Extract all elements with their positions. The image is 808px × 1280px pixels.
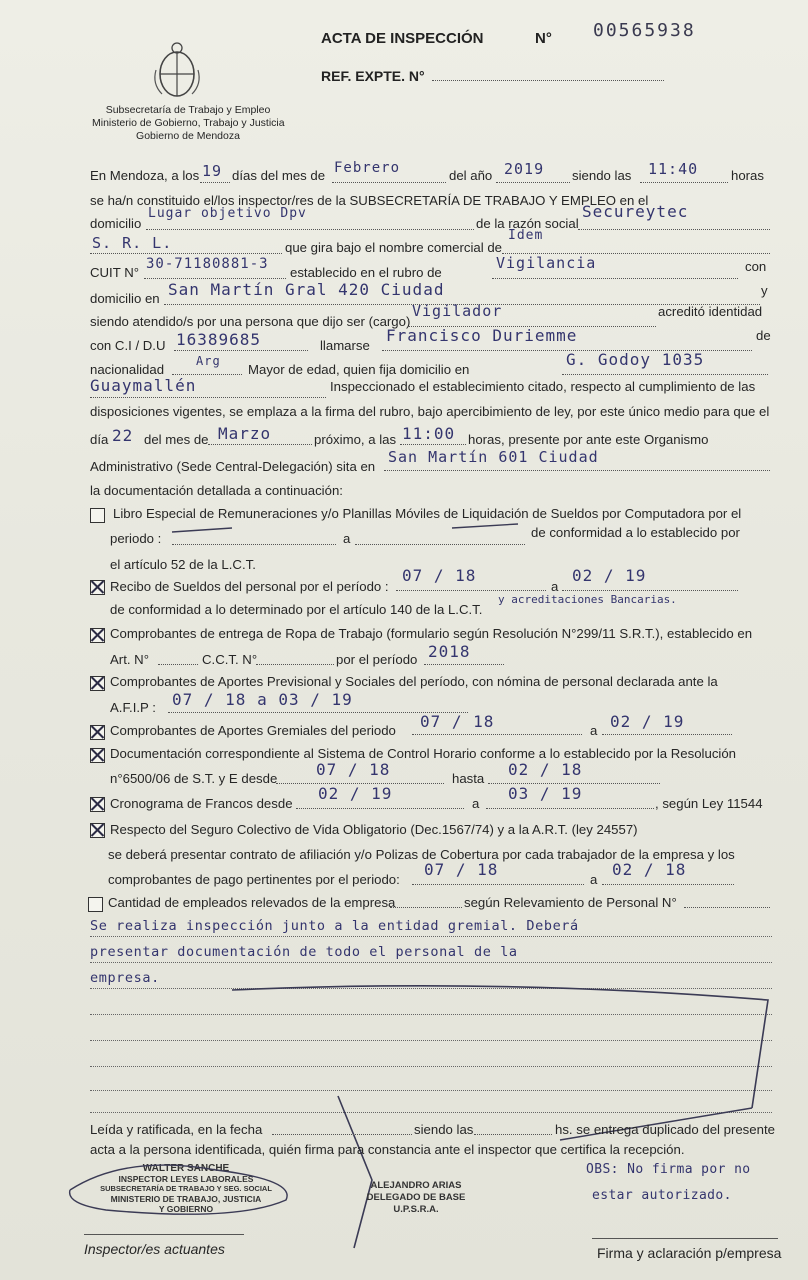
static-text: a bbox=[472, 796, 480, 811]
static-text: de la razón social bbox=[476, 216, 579, 231]
static-text: con bbox=[745, 259, 767, 274]
static-text: En Mendoza, a los bbox=[90, 168, 200, 183]
checkbox-cronograma-francos[interactable] bbox=[90, 797, 105, 812]
ref-expte-field[interactable] bbox=[432, 80, 664, 81]
static-text: Comprobantes de Aportes Previsional y Sociales del período, con nómina de personal declarada ante la bbox=[110, 674, 718, 689]
hw-i4-to-m: 03 bbox=[278, 690, 300, 709]
static-text: periodo : bbox=[110, 531, 162, 546]
checkbox-recibo-sueldos[interactable] bbox=[90, 580, 105, 595]
stamp-line: MINISTERIO DE TRABAJO, JUSTICIA bbox=[110, 1194, 262, 1204]
static-text: , según Ley 11544 bbox=[655, 796, 763, 811]
hw-razon-social: Secureytec bbox=[582, 202, 689, 221]
hw-i7-to-m: 03 bbox=[508, 784, 530, 803]
static-text: Art. N° bbox=[110, 652, 149, 667]
checkbox-aportes-previsionales[interactable] bbox=[90, 676, 105, 691]
static-text: a bbox=[590, 872, 598, 887]
static-text: CUIT N° bbox=[90, 265, 139, 280]
field-line[interactable] bbox=[272, 1134, 412, 1135]
static-text: llamarse bbox=[320, 338, 370, 353]
hw-nombre-comercial: Idem bbox=[508, 228, 544, 243]
hw-i7-from-m: 02 bbox=[318, 784, 340, 803]
field-line[interactable] bbox=[296, 808, 464, 809]
checkbox-seguro-vida[interactable] bbox=[90, 823, 105, 838]
field-line[interactable] bbox=[562, 374, 768, 375]
coat-of-arms-icon bbox=[150, 40, 204, 102]
static-text: Cantidad de empleados relevados de la empresa bbox=[108, 895, 396, 910]
static-text: según Relevamiento de Personal N° bbox=[464, 895, 677, 910]
field-line[interactable] bbox=[424, 664, 504, 665]
static-text: disposiciones vigentes, se emplaza a la firma del rubro, bajo apercibimiento de ley, por este único medio para que el bbox=[90, 404, 770, 419]
hw-ci: 16389685 bbox=[176, 330, 262, 349]
static-text: a bbox=[551, 579, 559, 594]
static-text: a bbox=[590, 723, 598, 738]
stamp-line: SUBSECRETARÍA DE TRABAJO Y SEG. SOCIAL bbox=[100, 1184, 272, 1193]
observation-line[interactable] bbox=[90, 936, 772, 937]
hw-i6-to-m: 02 bbox=[508, 760, 530, 779]
static-text: Comprobantes de Aportes Gremiales del periodo bbox=[110, 723, 396, 738]
inspector-stamp bbox=[76, 1164, 296, 1214]
static-text: del mes de bbox=[144, 432, 209, 447]
static-text: la documentación detallada a continuación: bbox=[90, 483, 343, 498]
field-line[interactable] bbox=[90, 253, 282, 254]
field-line[interactable] bbox=[474, 1134, 552, 1135]
observation-line[interactable] bbox=[90, 1066, 772, 1067]
hw-sede: San Martín 601 Ciudad bbox=[388, 448, 599, 466]
static-text: domicilio en bbox=[90, 291, 160, 306]
hw-i2-to-m: 02 bbox=[572, 566, 594, 585]
hw-i7-from-y: 19 bbox=[371, 784, 393, 803]
hw-i6-from-y: 18 bbox=[369, 760, 391, 779]
stamp-line: U.P.S.R.A. bbox=[393, 1204, 439, 1215]
stamp-line: DELEGADO DE BASE bbox=[366, 1192, 466, 1203]
hw-dia: 19 bbox=[202, 162, 223, 180]
static-text: Comprobantes de entrega de Ropa de Trabajo (formulario según Resolución N°299/11 S.R.T.), establecido en bbox=[110, 626, 753, 641]
field-line[interactable] bbox=[200, 182, 230, 183]
static-text: Libro Especial de Remuneraciones y/o Planillas Móviles de Liquidación de Sueldos por Computadora por el bbox=[113, 506, 742, 521]
static-text: con C.I / D.U bbox=[90, 338, 166, 353]
hw-cargo: Vigilador bbox=[412, 302, 503, 320]
field-line[interactable] bbox=[158, 664, 198, 665]
static-text: el artículo 52 de la L.C.T. bbox=[110, 557, 256, 572]
delegate-stamp bbox=[360, 1180, 472, 1216]
static-text: Recibo de Sueldos del personal por el período : bbox=[110, 579, 389, 594]
static-text: horas, presente por ante este Organismo bbox=[468, 432, 709, 447]
hw-i5-from-m: 07 bbox=[420, 712, 442, 731]
hw-i4-from-m: 07 bbox=[172, 690, 194, 709]
field-line[interactable] bbox=[684, 907, 770, 908]
hw-rubro: Vigilancia bbox=[496, 254, 597, 272]
hw-hora: 11:40 bbox=[648, 160, 699, 178]
static-text: comprobantes de pago pertinentes por el periodo: bbox=[108, 872, 400, 887]
static-text: A.F.I.P : bbox=[110, 700, 156, 715]
checkbox-ropa-trabajo[interactable] bbox=[90, 628, 105, 643]
field-line[interactable] bbox=[256, 664, 334, 665]
static-text: domicilio bbox=[90, 216, 142, 231]
field-line[interactable] bbox=[562, 590, 738, 591]
hw-i2-extra: y acreditaciones Bancarias. bbox=[498, 593, 677, 606]
static-text: horas bbox=[731, 168, 764, 183]
field-line[interactable] bbox=[172, 544, 336, 545]
stamp-line: INSPECTOR LEYES LABORALES bbox=[118, 1174, 254, 1184]
static-text: se deberá presentar contrato de afiliación y/o Polizas de Cobertura por cada trabajador de la empresa y los bbox=[108, 847, 735, 862]
hw-i2-to-y: 19 bbox=[625, 566, 647, 585]
static-text: de conformidad a lo determinado por el artículo 140 de la L.C.T. bbox=[110, 602, 483, 617]
inspector-signature-label: Inspector/es actuantes bbox=[84, 1241, 225, 1257]
static-text: Administrativo (Sede Central-Delegación) sita en bbox=[90, 459, 376, 474]
field-line[interactable] bbox=[355, 544, 525, 545]
static-text: hasta bbox=[452, 771, 485, 786]
checkbox-cantidad-empleados[interactable] bbox=[88, 897, 103, 912]
hw-razon-social-2: S. R. L. bbox=[92, 234, 173, 252]
field-line[interactable] bbox=[496, 182, 570, 183]
field-line[interactable] bbox=[400, 444, 466, 445]
hw-anio: 2019 bbox=[504, 160, 545, 178]
field-line[interactable] bbox=[640, 182, 728, 183]
field-line[interactable] bbox=[144, 278, 286, 279]
hw-cuit: 30-71180881-3 bbox=[146, 256, 269, 272]
field-line[interactable] bbox=[174, 350, 308, 351]
stamp-line: Y GOBIERNO bbox=[158, 1204, 214, 1214]
agency-line: Subsecretaría de Trabajo y Empleo bbox=[105, 104, 271, 116]
field-line[interactable] bbox=[384, 470, 770, 471]
static-text: n°6500/06 de S.T. y E desde bbox=[110, 771, 278, 786]
field-line[interactable] bbox=[146, 229, 474, 230]
field-line[interactable] bbox=[90, 397, 326, 398]
hw-i4-to-y: 19 bbox=[331, 690, 353, 709]
ref-expte-label: REF. EXPTE. N° bbox=[321, 68, 425, 84]
hw-i5-to-m: 02 bbox=[610, 712, 632, 731]
hw-observation-2: presentar documentación de todo el personal de la bbox=[90, 944, 518, 960]
hw-domicilio-en: San Martín Gral 420 Ciudad bbox=[168, 280, 445, 299]
hw-mes: Febrero bbox=[334, 160, 401, 176]
hw-observation-1: Se realiza inspección junto a la entidad gremial. Deberá bbox=[90, 918, 579, 934]
field-line[interactable] bbox=[578, 229, 770, 230]
checkbox-control-horario[interactable] bbox=[90, 748, 105, 763]
static-text: C.C.T. N° bbox=[202, 652, 258, 667]
static-text: acta a la persona identificada, quién firma para constancia ante el inspector que certifica la recepción. bbox=[90, 1142, 685, 1157]
field-line[interactable] bbox=[412, 884, 584, 885]
static-text: se ha/n constituido el/los inspector/res de la SUBSECRETARÍA DE TRABAJO Y EMPLEO en el bbox=[90, 193, 649, 208]
stamp-line: ALEJANDRO ARIAS bbox=[370, 1180, 462, 1191]
observation-line[interactable] bbox=[90, 1112, 772, 1113]
hw-company-note-2: estar autorizado. bbox=[592, 1188, 732, 1203]
static-text: hs. se entrega duplicado del presente bbox=[555, 1122, 775, 1137]
hw-mes-citacion: Marzo bbox=[218, 424, 272, 443]
hw-llamarse: Francisco Duriemme bbox=[386, 326, 578, 345]
static-text: establecido en el rubro de bbox=[290, 265, 442, 280]
static-text: de bbox=[756, 328, 771, 343]
static-text: que gira bajo el nombre comercial de bbox=[285, 240, 502, 255]
form-title: ACTA DE INSPECCIÓN bbox=[321, 30, 484, 47]
observation-line[interactable] bbox=[90, 1090, 772, 1091]
inspection-form-page: Subsecretaría de Trabajo y Empleo Ministerio de Gobierno, Trabajo y Justicia Gobierno de Mendoza ACTA DE INSPECCIÓN N° 00565938 REF. EXPTE. N° En Mendoza, a los 19 días del mes de Febrero del año 2019 siendo las 11:40 horas se ha/n constituido el/los inspector/res de la SUBSECRETARÍA DE TRABAJO Y EMPLEO en el domicilio Lugar objetivo Dpv de la razón social Secureytec S. R. L. que gira bajo el nombre comercial de Idem CUIT N° 30-71180881-3 establecido en el rubro de Vigilancia con domicilio en San Martín Gral 420 Ciudad y siendo atendido/s por una persona que dijo ser (cargo) Vigilador acreditó identidad con C.I / D.U 16389685 llamarse Francisco Duriemme de nacionalidad Arg Mayor de edad, quien fija domicilio en G. Godoy 1035 Guaymallén Inspeccionado el establecimiento citado, respecto al cumplimiento de las disposiciones vigentes, se emplaza a la firma del rubro, bajo apercibimiento de ley, por este único medio para que el día 22 del mes de Marzo próximo, a las 11:00 horas, presente por ante este Organismo Administrativo (Sede Central-Delegación) sita en San Martín 601 Ciudad la documentación detallada a continuación: Libro Especial de Remuneraciones y/o Planillas Móviles de Liquidación de Sueldos por Computadora por el periodo : a de conformidad a lo establecido por el artículo 52 de la L.C.T. Recibo de Sueldos del personal por el período : 07 / 18 a 02 / 19 de conformidad a lo determinado por el artículo 140 de la L.C.T. y acreditaciones Bancarias. Comprobantes de entrega de Ropa de Trabajo (formulario según Resolución N°299/11 S.R.T.), establecido en Art. N° C.C.T. N° por el período 2018 Comprobantes de Aportes Previsional y Sociales del período, con nómina de personal declarada ante la A.F.I.P : 07 / 18 a 03 / 19 Comprobantes de Aportes Gremiales del periodo 07 / 18 a 02 / 19 Documentación correspondiente al Sistema de Control Horario conforme a lo establecido por la Resolución n°6500/06 de S.T. y E desde 07 / 18 hasta 02 / 18 Cronograma de Francos desde 02 / 19 a 03 / 19 , según Ley 11544 Respecto del Seguro Colectivo de Vida Obligatorio (Dec.1567/74) y a la A.R.T. (ley 24557) se deberá presentar contrato de afiliación y/o Polizas de Cobertura por cada trabajador de la empresa y los comprobantes de pago pertinentes por el periodo: 07 / 18 a 02 / 18 Cantidad de empleados relevados de la empresa según Relevamiento de Personal N° Se realiza inspección junto a la entidad gremial. Deberá presentar documentación de todo el personal de la empresa. Leída y ratificada, en la fecha siendo las hs. se entrega duplicado del presente acta a la persona identificada, quién firma para constancia ante el inspector que certifica la recepción. WALTER SANCHE INSPECTOR LEYES LABORALES SUBSECRETARÍA DE TRABAJO Y SEG. SOCIAL MINISTERIO DE TRABAJO, JUSTICIA Y GOBIERNO ALEJANDRO ARIAS DELEGADO DE BASE U.P.S.R.A. OBS: No firma por no estar autorizado. Inspector/es actuantes Firma y aclaración p/empresa bbox=[0, 0, 808, 1280]
number-label: N° bbox=[535, 30, 552, 47]
static-text: siendo las bbox=[572, 168, 632, 183]
hw-hora-citacion: 11:00 bbox=[402, 424, 456, 443]
field-line[interactable] bbox=[332, 182, 446, 183]
observation-line[interactable] bbox=[90, 962, 772, 963]
static-text: acreditó identidad bbox=[658, 304, 763, 319]
checkbox-aportes-gremiales[interactable] bbox=[90, 725, 105, 740]
stamp-line: WALTER SANCHE bbox=[142, 1163, 230, 1174]
static-text: por el período bbox=[336, 652, 418, 667]
company-signature-line[interactable] bbox=[592, 1238, 778, 1239]
agency-line: Gobierno de Mendoza bbox=[136, 130, 240, 142]
hw-i7-to-y: 19 bbox=[561, 784, 583, 803]
field-line[interactable] bbox=[492, 278, 738, 279]
hw-i5-to-y: 19 bbox=[663, 712, 685, 731]
hw-fija-domicilio-2: Guaymallén bbox=[90, 376, 197, 395]
hw-i8-to-y: 18 bbox=[665, 860, 687, 879]
static-text: de conformidad a lo establecido por bbox=[531, 525, 740, 540]
static-text: a bbox=[343, 531, 351, 546]
static-text: Cronograma de Francos desde bbox=[110, 796, 293, 811]
hw-i8-from-m: 07 bbox=[424, 860, 446, 879]
company-signature-label: Firma y aclaración p/empresa bbox=[597, 1245, 782, 1261]
hw-i3-periodo: 2018 bbox=[428, 642, 471, 661]
hw-dia-citacion: 22 bbox=[112, 426, 134, 445]
checkbox-libro-remuneraciones[interactable] bbox=[90, 508, 105, 523]
static-text: Leída y ratificada, en la fecha bbox=[90, 1122, 263, 1137]
field-line[interactable] bbox=[172, 374, 242, 375]
field-line[interactable] bbox=[412, 734, 582, 735]
field-line[interactable] bbox=[602, 884, 734, 885]
field-line[interactable] bbox=[602, 734, 732, 735]
static-text: siendo las bbox=[414, 1122, 474, 1137]
hw-nacionalidad: Arg bbox=[196, 354, 221, 368]
static-text: nacionalidad bbox=[90, 362, 165, 377]
static-text: del año bbox=[449, 168, 493, 183]
hw-company-note-1: OBS: No firma por no bbox=[586, 1162, 751, 1177]
inspector-signature-line[interactable] bbox=[84, 1234, 244, 1235]
hw-i2-from-y: 18 bbox=[455, 566, 477, 585]
static-text: siendo atendido/s por una persona que dijo ser (cargo) bbox=[90, 314, 411, 329]
static-text: Documentación correspondiente al Sistema de Control Horario conforme a lo establecido por la Resolución bbox=[110, 746, 737, 761]
hw-i4-from-y: 18 bbox=[225, 690, 247, 709]
hw-domicilio: Lugar objetivo Dpv bbox=[148, 206, 307, 221]
static-text: días del mes de bbox=[232, 168, 326, 183]
observation-line[interactable] bbox=[90, 1014, 772, 1015]
static-text: próximo, a las bbox=[314, 432, 397, 447]
field-line[interactable] bbox=[396, 590, 546, 591]
hw-observation-3: empresa. bbox=[90, 970, 160, 986]
field-line[interactable] bbox=[208, 444, 312, 445]
static-text: Inspeccionado el establecimiento citado, respecto al cumplimiento de las bbox=[330, 379, 756, 394]
field-line[interactable] bbox=[486, 808, 654, 809]
static-text: y bbox=[761, 283, 768, 298]
form-number: 00565938 bbox=[593, 20, 696, 41]
static-text: Mayor de edad, quien fija domicilio en bbox=[248, 362, 470, 377]
hw-i6-from-m: 07 bbox=[316, 760, 338, 779]
hw-i8-to-m: 02 bbox=[612, 860, 634, 879]
agency-block bbox=[92, 104, 285, 143]
agency-line: Ministerio de Gobierno, Trabajo y Justicia bbox=[92, 117, 285, 129]
observation-line[interactable] bbox=[90, 988, 772, 989]
static-text: Respecto del Seguro Colectivo de Vida Obligatorio (Dec.1567/74) y a la A.R.T. (ley 24557) bbox=[110, 822, 638, 837]
field-line[interactable] bbox=[390, 907, 462, 908]
observation-line[interactable] bbox=[90, 1040, 772, 1041]
hw-fija-domicilio: G. Godoy 1035 bbox=[566, 350, 705, 369]
hw-i2-from-m: 07 bbox=[402, 566, 424, 585]
static-text: día bbox=[90, 432, 109, 447]
hw-i6-to-y: 18 bbox=[561, 760, 583, 779]
hw-i5-from-y: 18 bbox=[473, 712, 495, 731]
hw-i8-from-y: 18 bbox=[477, 860, 499, 879]
